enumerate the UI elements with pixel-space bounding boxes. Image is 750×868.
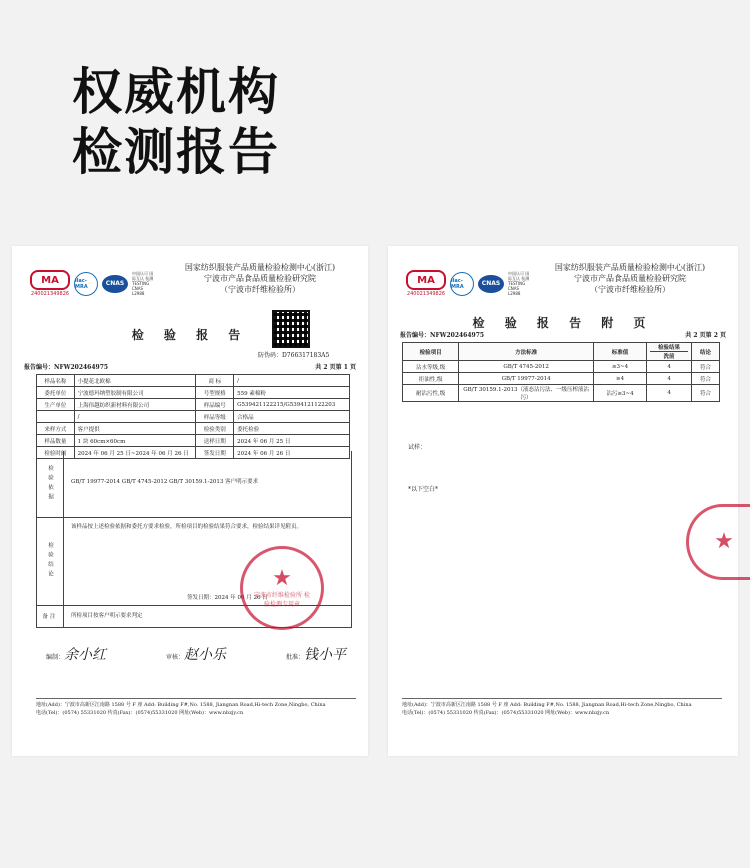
info-value: 上海伟越纺织新材料有限公司: [74, 399, 196, 411]
results-cell: 4: [647, 361, 692, 373]
star-icon: ★: [272, 566, 292, 591]
info-label: 来样方式: [37, 423, 75, 435]
info-row: [37, 387, 350, 399]
info-row: [37, 435, 350, 447]
info-label: 样品等级: [196, 411, 234, 423]
sample-info-table: [36, 374, 350, 459]
basis-text: GB/T 19977-2014 GB/T 4745-2012 GB/T 30159.1-2013 客户明示要求: [71, 479, 259, 485]
org-line1: 国家纺织服装产品质量检验检测中心(浙江): [554, 263, 706, 272]
page-count: 共 2 页第 1 页: [315, 364, 356, 371]
conclusion-text: 该样品按上述检验依据和委托方要求检验，所检项目的检验结果符合要求，检验结果详见附页。: [71, 524, 303, 530]
results-row: [403, 361, 720, 373]
results-header-cell: 检验项目: [403, 343, 459, 361]
antifake-code: 防伪码：D766317183A5: [258, 352, 330, 359]
info-label: 样品名称: [37, 375, 75, 387]
org-header: [530, 262, 730, 295]
headline-line1: 权威机构: [72, 63, 280, 121]
cnas-caption: 中国认可 国际互认 检测 TESTING CNAS L2988: [508, 271, 530, 296]
issue-date-note: 签发日期：2024 年 06 月 26 日: [187, 595, 268, 601]
report-footer: [36, 698, 356, 717]
report-number: 报告编号：NFW202464975: [400, 332, 485, 339]
info-value: /: [234, 375, 350, 387]
info-label: 送样日期: [196, 435, 234, 447]
test-note: 试样：: [408, 444, 427, 451]
ma-logo: [406, 270, 446, 297]
info-label: 样品编号: [196, 399, 234, 411]
appendix-sheet: [388, 246, 738, 756]
ma-code: 240021349826: [406, 291, 446, 297]
info-label: 委托单位: [37, 387, 75, 399]
conclusion-label: 检验结论: [37, 517, 64, 605]
qr-code: [272, 310, 310, 348]
results-cell: 符合: [692, 373, 720, 385]
results-cell: GB/T 19977-2014: [459, 373, 594, 385]
results-row: [403, 385, 720, 402]
appendix-title: 检 验 报 告 附 页: [472, 316, 654, 330]
results-table: [402, 342, 720, 402]
info-value: 合格品: [234, 411, 350, 423]
results-cell: 耐沾污性,级: [403, 385, 459, 402]
results-cell: 符合: [692, 361, 720, 373]
ma-mark: MA: [30, 270, 70, 290]
info-value: 客户提供: [74, 423, 196, 435]
blank-note: *以下空白*: [408, 486, 439, 493]
info-value: 2024 年 06 月 26 日: [234, 447, 350, 459]
appendix-footer: [402, 698, 722, 717]
org-line2: 宁波市产品食品质量检验研究院: [204, 274, 316, 283]
results-cell: GB/T 30159.1-2013（液态沾污法、一级压榨液沾污）: [459, 385, 594, 402]
sig-review: 审核：赵小乐: [165, 647, 226, 663]
info-label: [37, 411, 75, 423]
org-header: [160, 262, 360, 295]
info-value: 559 素棉粉: [234, 387, 350, 399]
info-row: [37, 399, 350, 411]
org-line1: 国家纺织服装产品质量检验检测中心(浙江): [184, 263, 336, 272]
info-label: 生产单位: [37, 399, 75, 411]
sig-compile: 编制：余小红: [46, 647, 107, 663]
report-number: 报告编号：NFW202464975: [24, 364, 109, 371]
remark-text: 所检项目按客户明示要求判定: [71, 613, 143, 619]
info-value: /: [74, 411, 196, 423]
results-header: [403, 343, 720, 361]
info-value: 宁波德玛纳塑胶制有限公司: [74, 387, 196, 399]
results-header-cell: 标准值: [594, 343, 647, 361]
signature-row: [46, 644, 346, 664]
results-cell: 4: [647, 373, 692, 385]
report-sheet: [12, 246, 368, 756]
footer-address: 地址(Add)：宁波市高新区江南路 1588 号 F 座 Add: Building F#,No. 1588, Jiangnan Road,Hi-tech Zone,Ningbo, China: [402, 702, 692, 708]
results-header-cell: 检验结果: [658, 345, 681, 351]
results-header-cell: 方法标准: [459, 343, 594, 361]
results-cell: 拒油性,级: [403, 373, 459, 385]
report-title: 检 验 报 告: [131, 328, 249, 342]
cert-logos: [406, 270, 530, 297]
results-subheader: 洗前: [650, 351, 688, 360]
results-cell: 沾污≥3~4: [594, 385, 647, 402]
info-label: 商 标: [196, 375, 234, 387]
sig-approve: 批准：钱小平: [285, 647, 346, 663]
info-label: 样品数量: [37, 435, 75, 447]
info-row: [37, 411, 350, 423]
headline-line2: 检测报告: [72, 123, 280, 181]
info-value: 2024 年 06 月 25 日: [234, 435, 350, 447]
results-row: [403, 373, 720, 385]
info-value: 1 块 60cm×60cm: [74, 435, 196, 447]
report-meta: [24, 362, 356, 371]
info-row: [37, 423, 350, 435]
org-line3: （宁波市纤维检验所）: [220, 285, 300, 294]
ma-mark: MA: [406, 270, 446, 290]
results-header-cell: 结论: [692, 343, 720, 361]
results-cell: ≥4: [594, 373, 647, 385]
ilac-logo: ilac-MRA: [450, 272, 474, 296]
footer-address: 地址(Add)：宁波市高新区江南路 1588 号 F 座 Add: Building F#,No. 1588, Jiangnan Road,Hi-tech Zone,Ningbo, China: [36, 702, 326, 708]
official-stamp: [686, 504, 750, 580]
info-label: 号型规格: [196, 387, 234, 399]
footer-contact: 电话(Tel)：(0574) 55331020 传真(Fax)：(0574)55331020 网址(Web)：www.nbzjy.cn: [36, 710, 244, 716]
remark-label: 备注: [37, 605, 64, 627]
star-icon: ★: [714, 529, 734, 554]
org-line3: （宁波市纤维检验所）: [590, 285, 670, 294]
results-header-cell: [647, 343, 692, 361]
ma-code: 240021349826: [30, 291, 70, 297]
basis-label: 检验依据: [37, 451, 64, 517]
cnas-logo: CNAS: [102, 275, 128, 293]
ma-logo: [30, 270, 70, 297]
headline: [72, 62, 280, 182]
cnas-caption: 中国认可 国际互认 检测 TESTING CNAS L2988: [132, 271, 154, 296]
info-value: 小提花北欧棉: [74, 375, 196, 387]
results-cell: 符合: [692, 385, 720, 402]
cnas-logo: CNAS: [478, 275, 504, 293]
basis-block: [36, 451, 352, 518]
cert-logos: [30, 270, 154, 297]
info-value: 2024 年 06 月 25 日~2024 年 06 月 26 日: [74, 447, 196, 459]
results-cell: 4: [647, 385, 692, 402]
official-stamp: [240, 546, 324, 630]
results-cell: 沾水等级,级: [403, 361, 459, 373]
results-cell: ≥3~4: [594, 361, 647, 373]
info-row: [37, 375, 350, 387]
footer-contact: 电话(Tel)：(0574) 55331020 传真(Fax)：(0574)55331020 网址(Web)：www.nbzjy.cn: [402, 710, 610, 716]
info-label: 检验时间: [37, 447, 75, 459]
info-label: 检验类别: [196, 423, 234, 435]
stamp-text: 宁波市纤维检验所 检验检测专用章: [254, 592, 310, 608]
appendix-meta: [400, 330, 726, 339]
info-label: 签发日期: [196, 447, 234, 459]
info-value: G539421122215/G5394121122203: [234, 399, 350, 411]
info-value: 委托检验: [234, 423, 350, 435]
org-line2: 宁波市产品食品质量检验研究院: [574, 274, 686, 283]
page-count: 共 2 页第 2 页: [685, 332, 726, 339]
ilac-logo: ilac-MRA: [74, 272, 98, 296]
results-cell: GB/T 4745-2012: [459, 361, 594, 373]
